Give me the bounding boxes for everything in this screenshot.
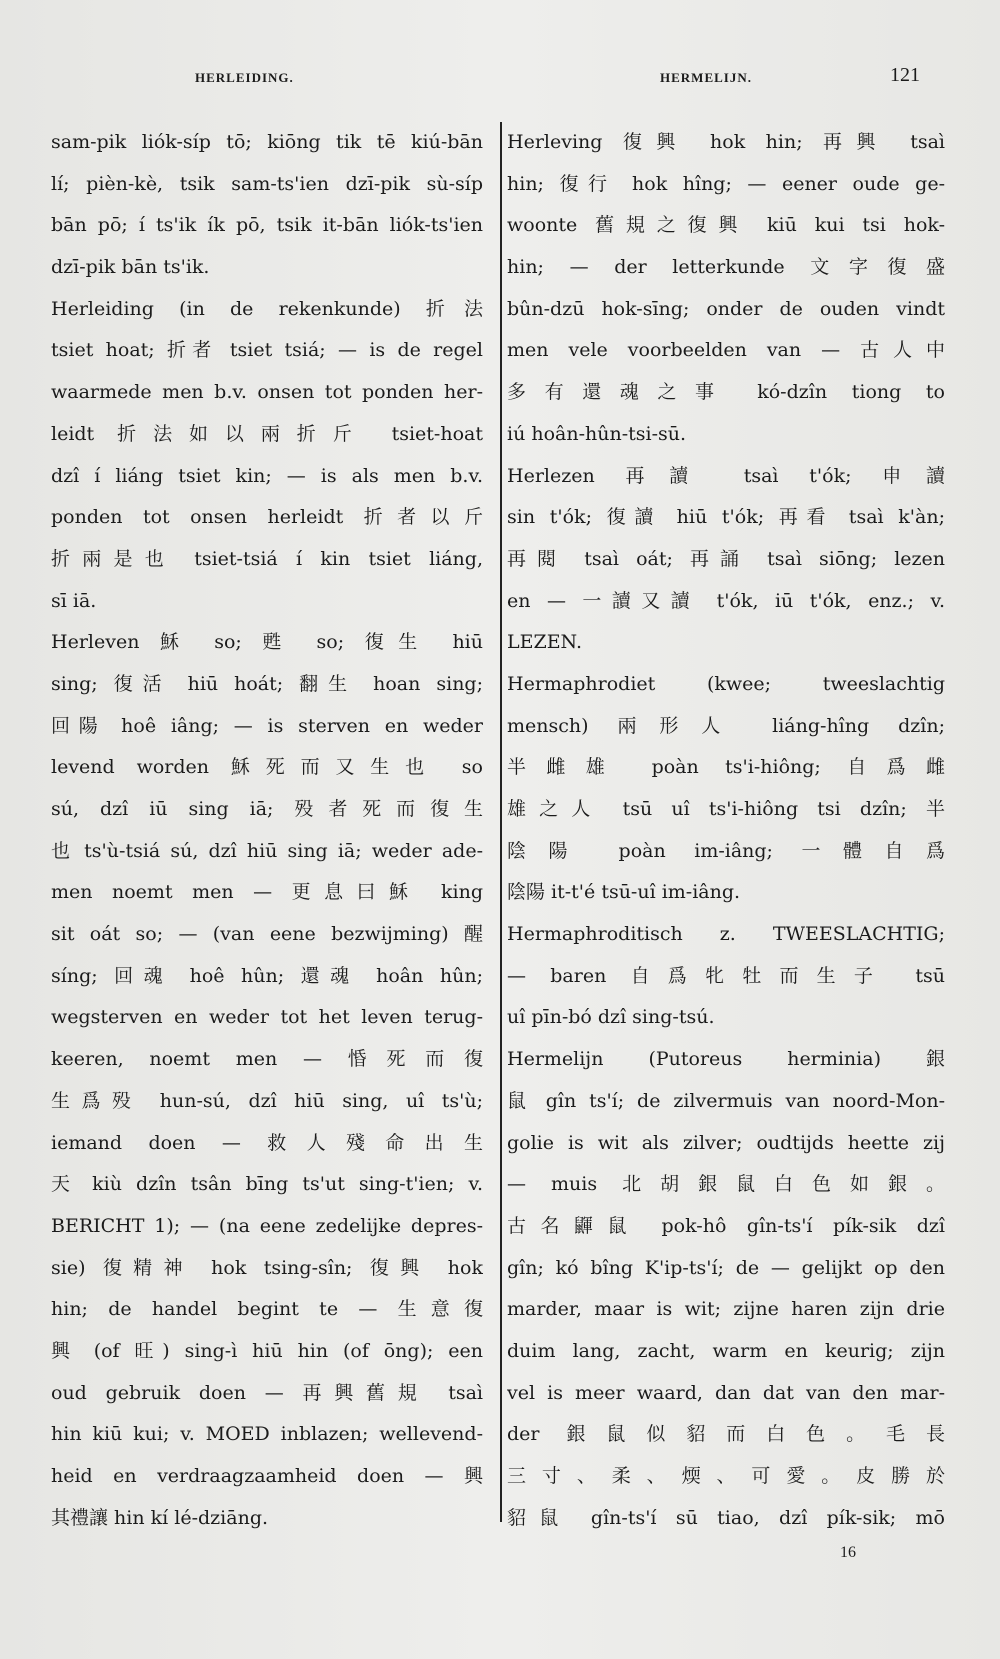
text-line: woonte 舊規之復興 kiū kui tsi hok- [507,214,945,237]
text-line: sam-pik liók-síp tō; kiōng tik tē kiú-bān [51,131,483,153]
text-line: bān pō; í ts'ik ík pō, tsik it-bān liók-ts'ien [51,214,483,237]
text-line: iú hoân-hûn-tsi-sū. [507,422,687,445]
text-line: oud gebruik doen — 再興舊規 tsaì [51,1381,483,1404]
text-line: 再閱 tsaì oát; 再誦 tsaì siōng; lezen [507,547,945,570]
text-line: 多有還魂之事 kó-dzîn tiong to [507,381,945,404]
text-line: der 銀鼠似貂而白色。毛長 [507,1423,945,1446]
text-line: 貂鼠 gîn-ts'í sū tiao, dzî pík-sik; mō [507,1506,945,1529]
text-line: Herleving 復興 hok hin; 再興 tsaì [507,131,945,153]
text-line: sī iā. [51,589,97,612]
text-line: 天 kiù dzîn tsân bīng ts'ut sing-t'ien; v. [51,1173,483,1196]
text-line: marder, maar is wit; zijne haren zijn drie [507,1298,945,1321]
text-line: men vele voorbeelden van — 古人中 [507,339,945,362]
signature-number: 16 [840,1544,856,1561]
text-line: — muis 北胡銀鼠白色如銀。 [507,1173,945,1196]
text-line: waarmede men b.v. onsen tot ponden her- [51,381,483,404]
text-line: men noemt men — 更息曰穌 king [51,881,483,904]
left-column [51,122,483,1539]
text-line: dzî í liáng tsiet kin; — is als men b.v. [51,464,483,487]
text-line: 雄之人 tsū uî ts'i-hiông tsi dzîn; 半 [507,798,945,820]
text-line: vel is meer waard, dan dat van den mar- [507,1381,945,1404]
text-line: 回陽 hoê iâng; — is sterven en weder [51,714,483,737]
text-line: hin kiū kui; v. MOED inblazen; wellevend- [51,1423,483,1446]
column-divider [500,122,502,1522]
text-line: iemand doen — 救人殘命出生 [51,1131,483,1154]
running-head-left: HERLEIDING. [195,70,294,85]
text-line: LEZEN. [507,631,583,654]
text-line: duim lang, zacht, warm en keurig; zijn [507,1339,945,1362]
text-line: wegsterven en weder tot het leven terug- [51,1006,483,1029]
page-number: 121 [890,64,920,86]
text-line: 陰陽 it-t'é tsū-uî im-iâng. [507,881,741,904]
text-line: 生爲殁 hun-sú, dzî hiū sing, uî ts'ù; [51,1089,483,1112]
text-line: 半雌雄 poàn ts'i-hiông; 自爲雌 [507,756,945,779]
text-line: keeren, noemt men — 惛死而復 [51,1048,483,1071]
text-line: sú, dzî iū sing iā; 殁者死而復生 [51,798,483,820]
text-line: Herlezen 再讀 tsaì t'ók; 申讀 [507,464,945,487]
text-line: Hermaphrodiet (kwee; tweeslachtig [507,672,945,695]
text-line: hin; — der letterkunde 文字復盛 [507,256,945,279]
text-line: uî pīn-bó dzî sing-tsú. [507,1006,715,1029]
text-line: Hermelijn (Putoreus herminia) 銀 [507,1048,945,1071]
text-line: levend worden 穌死而又生也 so [51,756,483,779]
text-line: hin; 復行 hok hîng; — eener oude ge- [507,172,945,195]
text-line: síng; 回魂 hoê hûn; 還魂 hoân hûn; [51,964,483,987]
text-line: heid en verdraagzaamheid doen — 興 [51,1465,483,1487]
text-line: — baren 自爲牝牡而生子 tsū [507,964,945,987]
text-line: gîn; kó bîng K'ip-ts'í; de — gelijkt op den [507,1256,945,1279]
text-line: mensch) 兩形人 liáng-hîng dzîn; [507,714,945,737]
text-line: golie is wit als zilver; oudtijds heette zij [507,1131,945,1154]
text-line: sit oát so; — (van eene bezwijming) 醒 [51,923,483,946]
text-line: BERICHT 1); — (na eene zedelijke depres- [51,1214,483,1237]
text-line: Herleven 穌 so; 甦 so; 復生 hiū [51,631,483,654]
right-column [507,122,945,1539]
text-line: 也 ts'ù-tsiá sú, dzî hiū sing iā; weder ade- [51,839,483,862]
text-line: tsiet hoat; 折者 tsiet tsiá; — is de regel [51,339,483,362]
text-line: leidt 折法如以兩折斤 tsiet-hoat [51,422,483,445]
text-line: 古名鼲鼠 pok-hô gîn-ts'í pík-sik dzî [507,1214,945,1237]
text-line: 三寸、柔、煗、可愛。皮勝於 [507,1465,945,1487]
text-line: hin; de handel begint te — 生意復 [51,1298,483,1321]
running-head-right: HERMELIJN. [660,70,752,85]
text-line: 鼠 gîn ts'í; de zilvermuis van noord-Mon- [507,1089,945,1112]
text-line: 興 (of 旺) sing-ì hiū hin (of ōng); een [51,1339,483,1362]
text-line: sie) 復精神 hok tsing-sîn; 復興 hok [51,1256,483,1279]
text-line: en — 一讀又讀 t'ók, iū t'ók, enz.; v. [507,589,945,612]
text-line: dzī-pik bān ts'ik. [51,256,210,279]
text-line: ponden tot onsen herleidt 折者以斤 [51,506,483,529]
text-line: Herleiding (in de rekenkunde) 折法 [51,297,483,320]
text-line: 其禮讓 hin kí lé-dziāng. [51,1506,269,1529]
text-line: Hermaphroditisch z. TWEESLACHTIG; [507,923,945,946]
text-line: bûn-dzū hok-sīng; onder de ouden vindt [507,297,945,320]
text-line: 折兩是也 tsiet-tsiá í kin tsiet liáng, [51,547,483,570]
text-line: 陰陽 poàn im-iâng; 一體自爲 [507,839,945,862]
text-line: lí; pièn-kè, tsik sam-ts'ien dzī-pik sù-síp [51,172,483,195]
text-line: sing; 復活 hiū hoát; 翻生 hoan sing; [51,672,483,695]
text-line: sin t'ók; 復讀 hiū t'ók; 再看 tsaì k'àn; [507,506,945,529]
